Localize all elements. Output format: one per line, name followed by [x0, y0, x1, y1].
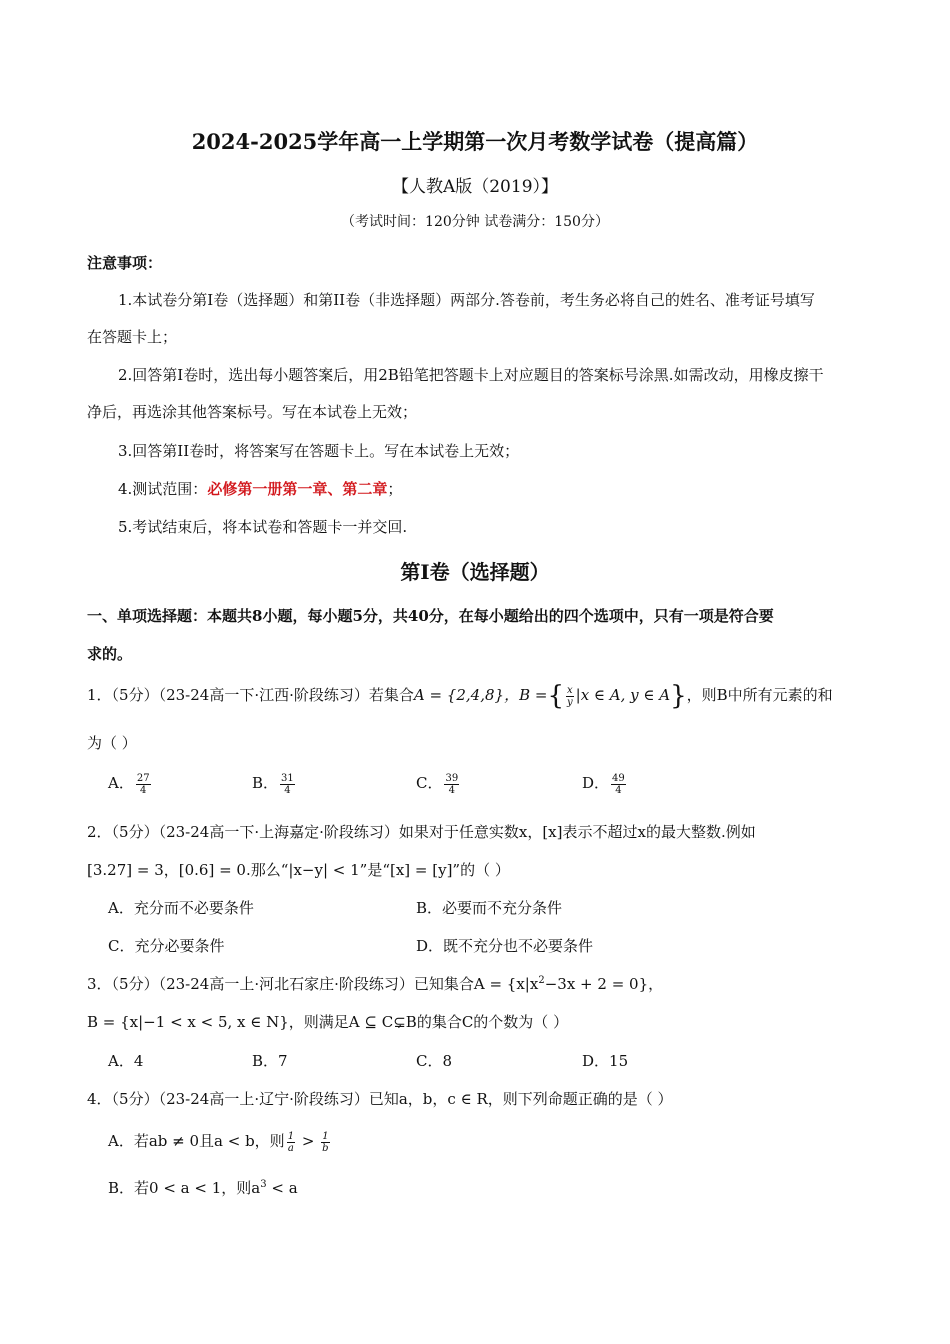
q3-exponent: 2 — [538, 975, 545, 986]
q1-option-c — [416, 772, 461, 796]
q1-option-b-label: B． — [252, 774, 279, 792]
q4-option-a — [108, 1130, 332, 1154]
q1-option-b — [252, 772, 297, 796]
notes-heading: 注意事项： — [87, 254, 163, 272]
q1-option-d-num: 49 — [612, 772, 625, 784]
q4-frac1-num: 1 — [287, 1130, 295, 1142]
question-1-stem — [87, 681, 833, 711]
note-1-line-2: 在答题卡上； — [87, 328, 178, 346]
left-brace-icon: { — [547, 681, 564, 711]
section-title: 第I卷（选择题） — [400, 560, 550, 584]
q1-set-b-condition: |x ∈ A, y ∈ A — [575, 686, 671, 704]
q2-option-c: C．充分必要条件 — [108, 937, 225, 955]
q1-frac-den: y — [566, 696, 573, 708]
note-2-line-2: 净后，再选涂其他答案标号。写在本试卷上无效； — [87, 403, 418, 421]
q1-option-d-den: 4 — [615, 784, 622, 796]
q1-option-b-num: 31 — [281, 772, 294, 784]
q3-option-a: A．4 — [108, 1052, 144, 1070]
q1-option-a-den: 4 — [140, 784, 147, 796]
right-brace-icon: } — [670, 681, 687, 711]
q1-option-d-fraction — [611, 773, 626, 796]
part1-heading-line-1: 一、单项选择题：本题共8小题，每小题5分，共40分，在每小题给出的四个选项中，只有一项是符合要 — [87, 607, 774, 625]
page-title: 2024-2025学年高一上学期第一次月考数学试卷（提高篇） — [191, 129, 759, 154]
note-4-suffix: ； — [387, 480, 403, 498]
q1-option-b-fraction — [280, 773, 295, 796]
q4-frac1-den: a — [287, 1142, 294, 1154]
note-3: 3.回答第II卷时，将答案写在答题卡上。写在本试卷上无效； — [118, 442, 520, 460]
q3-line-1-prefix: 3．（5分）（23-24高一上·河北石家庄·阶段练习）已知集合A = {x|x — [87, 975, 539, 993]
q2-option-d: D．既不充分也不必要条件 — [416, 937, 594, 955]
q4-option-b-exponent: 3 — [260, 1179, 267, 1190]
q1-prefix: 1．（5分）（23-24高一下·江西·阶段练习）若集合 — [87, 686, 414, 704]
q4-option-a-fraction-2 — [321, 1131, 329, 1154]
q4-frac2-num: 1 — [322, 1130, 329, 1142]
q1-fraction — [566, 685, 574, 708]
note-4-prefix: 4.测试范围： — [118, 480, 208, 498]
note-5: 5.考试结束后，将本试卷和答题卡一并交回. — [118, 518, 408, 536]
note-4 — [118, 478, 402, 499]
q3-option-c: C．8 — [416, 1052, 453, 1070]
q4-option-b — [108, 1177, 298, 1198]
q2-option-b: B．必要而不充分条件 — [416, 899, 563, 917]
q1-option-a-fraction — [136, 773, 151, 796]
q3-line-1-suffix: −3x + 2 = 0}， — [544, 975, 664, 993]
q1-option-c-label: C． — [416, 774, 443, 792]
q1-option-a — [108, 772, 153, 796]
exam-time-info: （考试时间：120分钟 试卷满分：150分） — [341, 214, 609, 230]
q1-option-c-num: 39 — [445, 772, 459, 784]
q4-option-b-prefix: B．若0 < a < 1，则a — [108, 1179, 261, 1197]
question-2-line-1: 2．（5分）（23-24高一下·上海嘉定·阶段练习）如果对于任意实数x，[x]表示不超过x的最大整数.例如 — [87, 823, 756, 841]
question-4-line-1: 4．（5分）（23-24高一上·辽宁·阶段练习）已知a，b，c ∈ R，则下列命题正确的是（ ） — [87, 1090, 673, 1108]
q4-option-a-operator: > — [297, 1132, 320, 1150]
q4-frac2-den: b — [322, 1142, 329, 1154]
q1-option-c-den: 4 — [448, 784, 456, 796]
question-1-line-2: 为（ ） — [87, 734, 137, 752]
q1-frac-num: x — [566, 684, 573, 696]
q1-option-c-fraction — [444, 773, 459, 796]
q3-option-d: D．15 — [582, 1052, 629, 1070]
q1-suffix: ，则B中所有元素的和 — [686, 686, 833, 704]
q1-option-a-label: A． — [108, 774, 134, 792]
q4-option-b-suffix: < a — [266, 1179, 298, 1197]
q4-option-a-prefix: A．若ab ≠ 0且a < b，则 — [108, 1132, 285, 1150]
q3-option-b: B．7 — [252, 1052, 288, 1070]
q1-set-b-label: B = — [519, 686, 548, 704]
test-scope: 必修第一册第一章、第二章 — [207, 480, 388, 498]
question-3-line-2: B = {x|−1 < x < 5, x ∈ N}，则满足A ⊆ C⊊B的集合C的个数为（ ） — [87, 1013, 569, 1031]
q4-option-a-fraction-1 — [287, 1131, 295, 1154]
note-2-line-1: 2.回答第I卷时，选出每小题答案后，用2B铅笔把答题卡上对应题目的答案标号涂黑.如需改动，用橡皮擦干 — [118, 366, 824, 384]
q1-option-d — [582, 772, 628, 796]
q2-option-a: A．充分而不必要条件 — [108, 899, 254, 917]
q1-option-a-num: 27 — [136, 772, 150, 784]
note-1-line-1: 1.本试卷分第I卷（选择题）和第II卷（非选择题）两部分.答卷前，考生务必将自己的姓名、准考证号填写 — [118, 291, 815, 309]
q1-option-b-den: 4 — [284, 784, 291, 796]
q1-set-a: A = {2,4,8}， — [413, 686, 520, 704]
edition-subtitle: 【人教A版（2019）】 — [391, 177, 559, 197]
q1-option-d-label: D． — [582, 774, 610, 792]
part1-heading-line-2: 求的。 — [87, 645, 133, 663]
question-3-line-1 — [87, 973, 663, 994]
question-2-line-2: [3.27] = 3，[0.6] = 0.那么“|x−y| < 1”是“[x] = [y]”的（ ） — [87, 861, 510, 879]
